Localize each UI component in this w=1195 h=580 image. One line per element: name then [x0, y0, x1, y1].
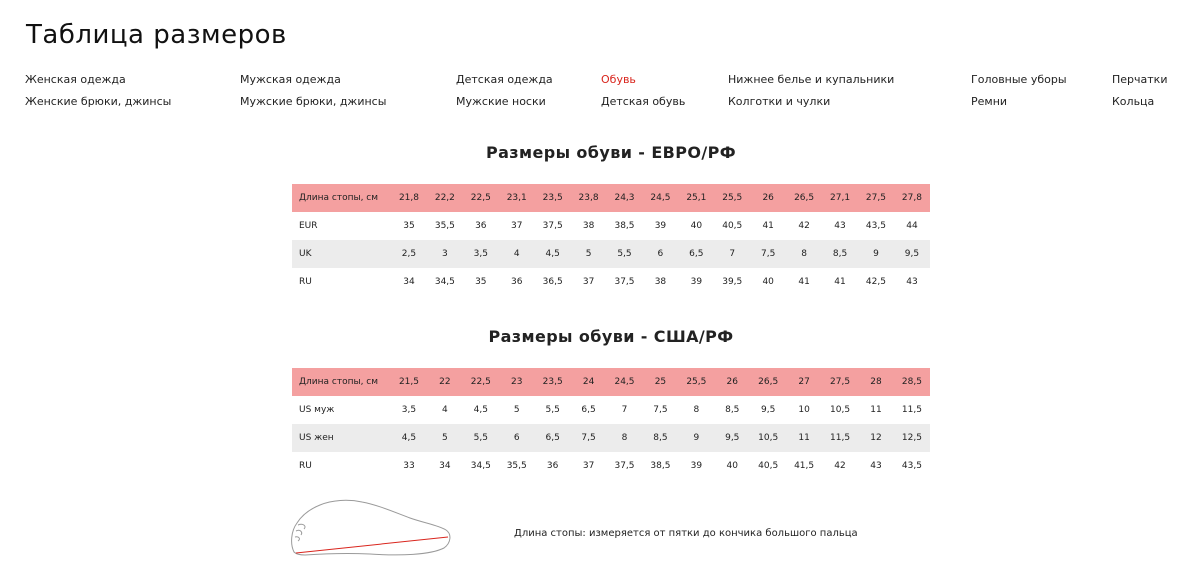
size-cell: 40: [690, 221, 703, 231]
row-label: Длина стопы, см: [292, 368, 391, 396]
size-cell: 4: [499, 240, 535, 268]
size-cell: 37,5: [614, 461, 635, 471]
size-cell: 44: [906, 221, 918, 231]
size-cell: 27,8: [894, 184, 930, 212]
size-cell: 22,5: [463, 368, 499, 396]
size-cell: 9: [858, 240, 894, 268]
size-cell: 40,5: [758, 461, 779, 471]
size-cell: 5,5: [545, 405, 560, 415]
size-cell: 8: [693, 405, 700, 415]
size-cell: 37: [582, 461, 595, 471]
size-cell: 37,5: [542, 221, 563, 231]
size-cell: 41: [834, 277, 846, 287]
nav-link-underwear-swimwear[interactable]: Нижнее белье и купальники: [728, 73, 895, 86]
size-cell: 38,5: [650, 461, 671, 471]
size-cell: 8: [786, 240, 822, 268]
size-cell: 23,1: [499, 184, 535, 212]
size-cell: 38: [654, 277, 667, 287]
page-title: Таблица размеров: [26, 20, 287, 50]
size-cell: 10: [798, 405, 810, 415]
size-cell: 12,5: [894, 424, 930, 452]
size-cell: 11,5: [822, 424, 858, 452]
nav-link-mens-pants[interactable]: Мужские брюки, джинсы: [240, 95, 387, 108]
size-cell: 5,5: [607, 240, 643, 268]
size-cell: 37: [511, 221, 523, 231]
size-cell: 26,5: [750, 368, 786, 396]
row-label: US муж: [299, 405, 335, 415]
size-cell: 6,5: [581, 405, 596, 415]
size-cell: 41: [798, 277, 810, 287]
size-cell: 8,5: [725, 405, 740, 415]
size-cell: 5,5: [463, 424, 499, 452]
us-table-row: [292, 452, 930, 480]
size-cell: 27: [786, 368, 822, 396]
size-cell: 23,5: [535, 184, 571, 212]
size-cell: 34,5: [434, 277, 455, 287]
size-cell: 27,5: [822, 368, 858, 396]
size-cell: 39,5: [722, 277, 743, 287]
size-cell: 22,2: [427, 184, 463, 212]
nav-link-belts[interactable]: Ремни: [971, 95, 1008, 108]
size-cell: 10,5: [750, 424, 786, 452]
foot-outline-icon: [290, 497, 455, 559]
size-cell: 43: [870, 461, 882, 471]
size-cell: 3,5: [463, 240, 499, 268]
size-cell: 24: [571, 368, 607, 396]
size-cell: 43: [906, 277, 918, 287]
size-cell: 40,5: [722, 221, 743, 231]
size-cell: 42,5: [865, 277, 886, 287]
row-label: Длина стопы, см: [292, 184, 391, 212]
us-size-table: [292, 368, 930, 480]
size-cell: 21,8: [391, 184, 427, 212]
size-cell: 23,5: [535, 368, 571, 396]
size-cell: 25,5: [714, 184, 750, 212]
size-cell: 9,5: [761, 405, 776, 415]
size-cell: 21,5: [391, 368, 427, 396]
size-cell: 24,5: [642, 184, 678, 212]
size-cell: 42: [834, 461, 846, 471]
size-cell: 34: [439, 461, 451, 471]
nav-link-mens-socks[interactable]: Мужские носки: [456, 95, 546, 108]
size-cell: 34,5: [470, 461, 491, 471]
size-cell: 41,5: [794, 461, 815, 471]
foot-length-note: Длина стопы: измеряется от пятки до кончика большого пальца: [514, 528, 858, 539]
us-section-title: Размеры обуви - США/РФ: [488, 327, 734, 346]
size-cell: 7,5: [571, 424, 607, 452]
size-cell: 35: [475, 277, 487, 287]
size-cell: 33: [403, 461, 415, 471]
size-cell: 27,1: [822, 184, 858, 212]
size-cell: 43: [834, 221, 846, 231]
size-cell: 26,5: [786, 184, 822, 212]
size-cell: 37: [582, 277, 595, 287]
size-cell: 34: [403, 277, 415, 287]
nav-link-hats[interactable]: Головные уборы: [971, 73, 1067, 86]
nav-link-gloves[interactable]: Перчатки: [1112, 73, 1168, 86]
size-cell: 4,5: [535, 240, 571, 268]
size-cell: 25,1: [678, 184, 714, 212]
size-cell: 2,5: [391, 240, 427, 268]
size-cell: 42: [798, 221, 810, 231]
size-cell: 35,5: [434, 221, 455, 231]
nav-link-rings[interactable]: Кольца: [1112, 95, 1155, 108]
size-cell: 6,5: [678, 240, 714, 268]
row-label: EUR: [299, 221, 318, 231]
size-cell: 38: [582, 221, 595, 231]
size-cell: 37,5: [614, 277, 635, 287]
euro-section-title: Размеры обуви - ЕВРО/РФ: [485, 143, 737, 162]
size-cell: 9,5: [894, 240, 930, 268]
size-cell: 3: [427, 240, 463, 268]
size-cell: 28,5: [894, 368, 930, 396]
size-cell: 25: [642, 368, 678, 396]
size-cell: 4,5: [391, 424, 427, 452]
size-cell: 10,5: [830, 405, 851, 415]
nav-link-kids-clothing[interactable]: Детская одежда: [456, 73, 553, 86]
size-cell: 6: [499, 424, 535, 452]
nav-link-shoes[interactable]: Обувь: [601, 73, 636, 86]
size-cell: 36,5: [542, 277, 563, 287]
size-cell: 35,5: [506, 461, 527, 471]
euro-table-row: [292, 212, 930, 240]
size-cell: 27,5: [858, 184, 894, 212]
size-cell: 7: [714, 240, 750, 268]
us-table-row: [292, 396, 930, 424]
us-table-row: [292, 424, 930, 452]
size-cell: 11: [870, 405, 882, 415]
row-label: US жен: [292, 424, 391, 452]
size-cell: 26: [714, 368, 750, 396]
size-cell: 43,5: [901, 461, 922, 471]
size-cell: 36: [511, 277, 523, 287]
size-cell: 7,5: [750, 240, 786, 268]
size-cell: 36: [475, 221, 487, 231]
row-label: UK: [292, 240, 391, 268]
size-cell: 5: [427, 424, 463, 452]
size-cell: 24,3: [607, 184, 643, 212]
nav-link-tights-stockings[interactable]: Колготки и чулки: [728, 95, 831, 108]
size-cell: 7,5: [653, 405, 668, 415]
size-cell: 22,5: [463, 184, 499, 212]
size-cell: 38,5: [614, 221, 635, 231]
size-cell: 8,5: [822, 240, 858, 268]
size-cell: 5: [513, 405, 520, 415]
euro-table-row: [292, 268, 930, 296]
size-cell: 28: [858, 368, 894, 396]
size-cell: 39: [690, 461, 703, 471]
row-label: RU: [299, 461, 312, 471]
size-cell: 23: [499, 368, 535, 396]
size-cell: 11: [786, 424, 822, 452]
euro-table-row: [292, 240, 930, 268]
size-cell: 6,5: [535, 424, 571, 452]
nav-link-kids-shoes[interactable]: Детская обувь: [601, 95, 686, 108]
size-cell: 3,5: [401, 405, 417, 415]
nav-link-womens-pants[interactable]: Женские брюки, джинсы: [25, 95, 172, 108]
size-cell: 39: [654, 221, 667, 231]
size-cell: 9: [678, 424, 714, 452]
size-cell: 5: [571, 240, 607, 268]
size-cell: 8,5: [642, 424, 678, 452]
size-cell: 9,5: [714, 424, 750, 452]
size-cell: 4,5: [473, 405, 488, 415]
foot-length-line: [296, 537, 448, 553]
size-cell: 23,8: [571, 184, 607, 212]
size-cell: 25,5: [678, 368, 714, 396]
size-cell: 36: [546, 461, 559, 471]
size-cell: 43,5: [865, 221, 886, 231]
size-cell: 4: [442, 405, 448, 415]
size-cell: 40: [762, 277, 774, 287]
size-cell: 7: [621, 405, 628, 415]
euro-table-header-row: [292, 184, 930, 212]
size-cell: 6: [642, 240, 678, 268]
row-label: RU: [299, 277, 312, 287]
size-cell: 39: [690, 277, 703, 287]
size-cell: 26: [750, 184, 786, 212]
size-cell: 41: [762, 221, 774, 231]
size-cell: 8: [607, 424, 643, 452]
nav-link-mens-clothing[interactable]: Мужская одежда: [240, 73, 341, 86]
euro-size-table: [292, 184, 930, 296]
nav-link-womens-clothing[interactable]: Женская одежда: [25, 73, 126, 86]
size-cell: 40: [726, 461, 738, 471]
us-table-header-row: [292, 368, 930, 396]
size-cell: 24,5: [607, 368, 643, 396]
size-cell: 11,5: [901, 405, 922, 415]
size-cell: 12: [858, 424, 894, 452]
size-cell: 22: [427, 368, 463, 396]
size-cell: 35: [403, 221, 415, 231]
